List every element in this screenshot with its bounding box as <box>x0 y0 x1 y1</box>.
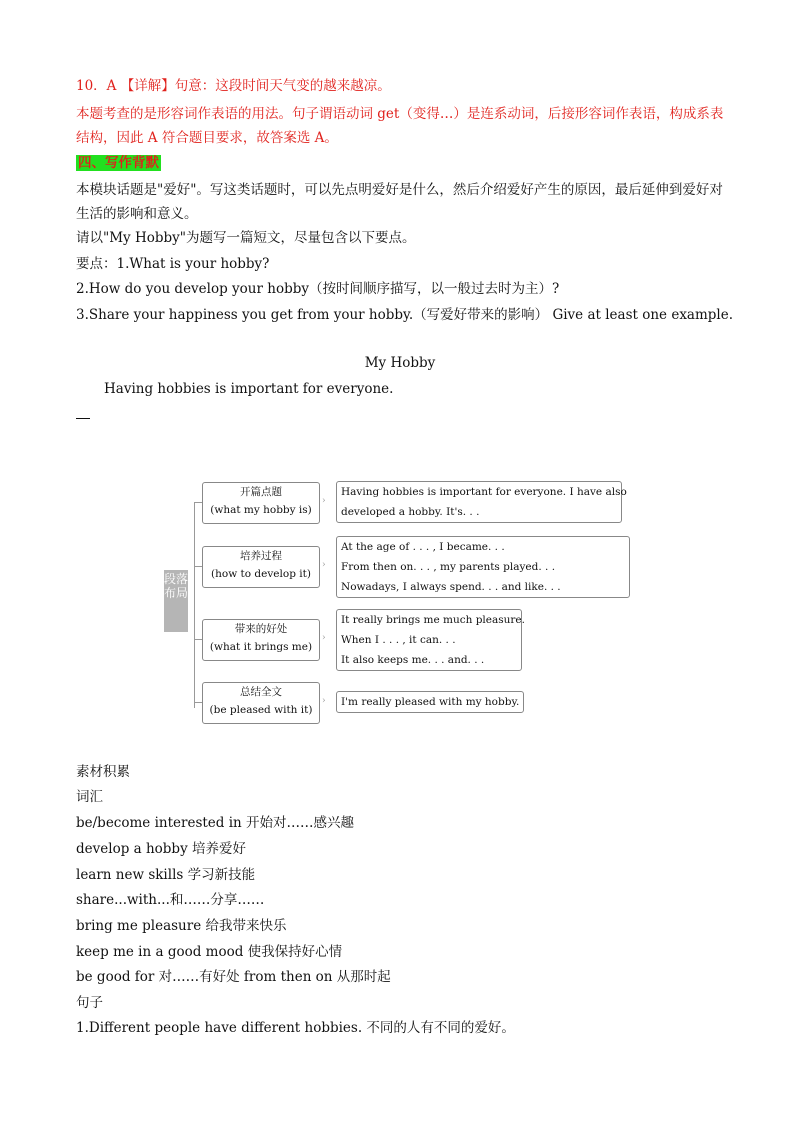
right-box-opening <box>336 481 627 523</box>
vocab-item: be/become interested in 开始对……感兴趣 <box>76 815 355 831</box>
left-box-en: (what my hobby is) <box>210 504 312 516</box>
right-box-line: Having hobbies is important for everyone. I have also <box>341 486 627 498</box>
left-box-en: (how to develop it) <box>211 568 311 580</box>
right-box-line: When I . . . , it can. . . <box>341 634 456 646</box>
left-box-cn: 培养过程 <box>240 550 282 562</box>
left-box-cn: 带来的好处 <box>234 623 288 635</box>
left-box-en: (what it brings me) <box>209 641 313 653</box>
right-box-line: From then on. . . , my parents played. . . <box>341 561 556 573</box>
paragraph-layout-diagram <box>162 478 632 724</box>
right-box-line: Nowadays, I always spend. . . and like. . . <box>341 581 561 593</box>
vocab-item: learn new skills 学习新技能 <box>76 867 256 883</box>
left-box-develop <box>202 546 320 588</box>
vocab-item: keep me in a good mood 使我保持好心情 <box>76 944 343 960</box>
arrow-icon: › <box>322 696 326 706</box>
right-box-benefits <box>336 609 525 671</box>
essay-first-line: Having hobbies is important for everyone. <box>104 381 394 397</box>
q10-answer-line: 10．A 【详解】句意：这段时间天气变的越来越凉。 <box>76 78 391 94</box>
right-box-develop <box>336 536 630 598</box>
left-box-summary <box>202 682 320 724</box>
connector-bar <box>194 502 195 708</box>
section-heading: 四、写作背默 <box>78 155 159 171</box>
vocab-heading: 词汇 <box>76 789 103 805</box>
point-3: 3.Share your happiness you get from your hobby.（写爱好带来的影响） Give at least one example. <box>76 307 734 323</box>
right-box-line: It really brings me much pleasure. <box>341 614 525 626</box>
blank-line <box>76 418 90 419</box>
arrow-icon: › <box>322 560 326 570</box>
arrow-icon: › <box>322 633 326 643</box>
vocab-item: share...with...和……分享…… <box>76 892 265 908</box>
left-box-benefits <box>202 619 320 661</box>
left-box-opening <box>202 482 320 524</box>
right-box-line: developed a hobby. It's. . . <box>341 506 480 518</box>
point-2: 2.How do you develop your hobby（按时间顺序描写，以一般过去时为主）? <box>76 281 560 297</box>
q10-explanation: 本题考查的是形容词作表语的用法。句子谓语动词 get（变得…）是连系动词，后接形容词作表语，构成系表结构，因此 A 符合题目要求，故答案选 A。 <box>76 106 724 146</box>
point-1: 要点：1.What is your hobby? <box>76 256 270 272</box>
left-box-cn: 开篇点题 <box>240 486 282 498</box>
side-label: 段落布局 <box>164 570 188 632</box>
arrow-icon: › <box>322 496 326 506</box>
left-box-en: (be pleased with it) <box>209 704 313 716</box>
materials-heading: 素材积累 <box>76 764 130 780</box>
right-box-line: It also keeps me. . . and. . . <box>341 654 485 666</box>
sentence-heading: 句子 <box>76 995 103 1011</box>
writing-task: 请以"My Hobby"为题写一篇短文，尽量包含以下要点。 <box>76 230 416 246</box>
section-intro: 本模块话题是"爱好"。写这类话题时，可以先点明爱好是什么，然后介绍爱好产生的原因，最后延伸到爱好对生活的影响和意义。 <box>76 182 723 222</box>
right-box-line: I'm really pleased with my hobby. <box>341 696 520 708</box>
essay-title: My Hobby <box>364 355 436 371</box>
right-box-summary <box>336 691 524 713</box>
sentence-item: 1.Different people have different hobbies. 不同的人有不同的爱好。 <box>76 1020 515 1036</box>
vocab-item: bring me pleasure 给我带来快乐 <box>76 918 287 934</box>
vocab-item: develop a hobby 培养爱好 <box>76 841 246 857</box>
left-box-cn: 总结全文 <box>240 686 282 698</box>
vocab-item: be good for 对……有好处 from then on 从那时起 <box>76 969 391 985</box>
right-box-line: At the age of . . . , I became. . . <box>341 541 505 553</box>
